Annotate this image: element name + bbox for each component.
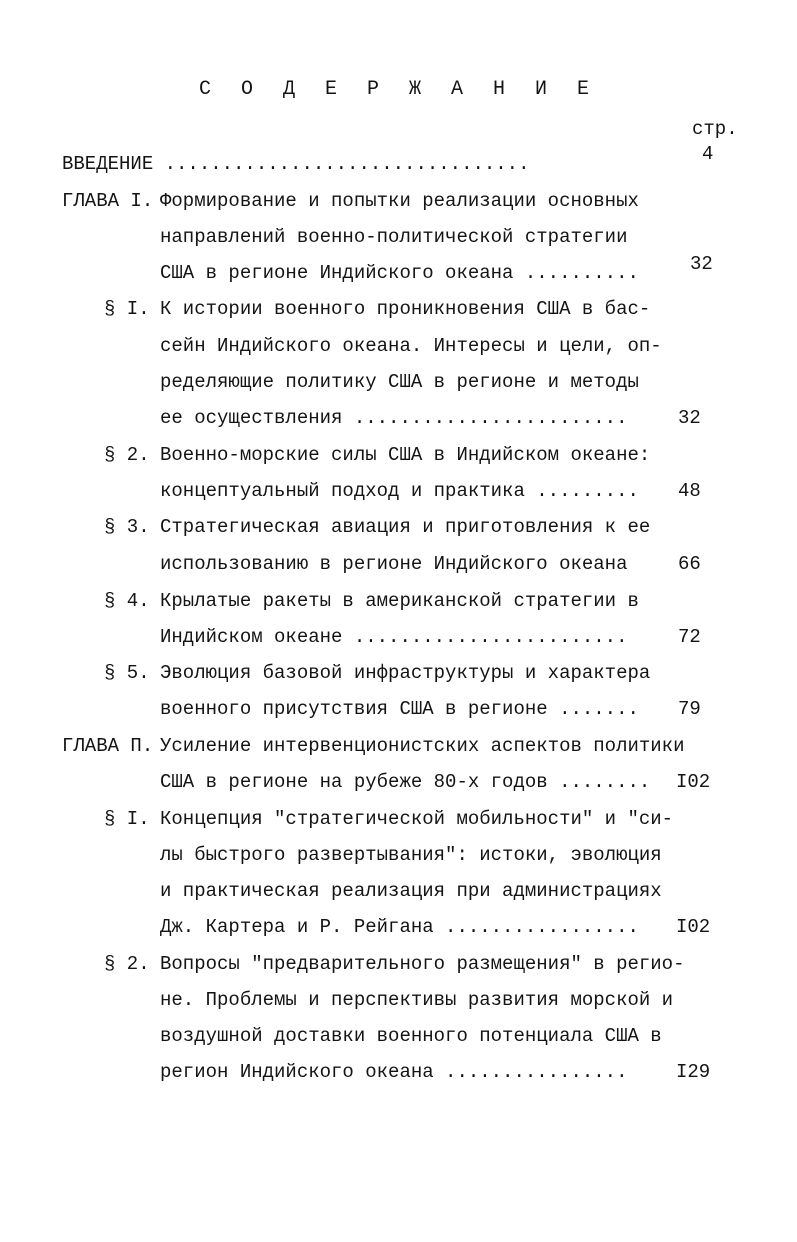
ch1-section-5-line-1: Эволюция базовой инфраструктуры и характера — [160, 662, 651, 684]
ch2-section-2-line-1: Вопросы "предварительного размещения" в регио- — [160, 953, 685, 975]
ch1-section-1-label: § I. — [104, 298, 150, 320]
ch1-section-5-label: § 5. — [104, 662, 150, 684]
ch2-section-1-line-4: Дж. Картера и Р. Рейгана ................. — [160, 916, 639, 938]
ch1-section-3-line-1: Стратегическая авиация и приготовления к ее — [160, 516, 651, 538]
ch2-section-1-line-2: лы быстрого развертывания": истоки, эволюция — [160, 844, 662, 866]
ch1-section-2-line-2: концептуальный подход и практика ......... — [160, 480, 639, 502]
ch2-section-2-line-2: не. Проблемы и перспективы развития морской и — [160, 989, 674, 1011]
ch2-section-2-line-4: регион Индийского океана ................ — [160, 1061, 628, 1083]
chapter-1-line-1: Формирование и попытки реализации основных — [160, 190, 639, 212]
ch2-section-1-line-1: Концепция "стратегической мобильности" и "си- — [160, 808, 674, 830]
ch2-section-2-line-3: воздушной доставки военного потенциала США в — [160, 1025, 662, 1047]
ch1-section-4-line-2: Индийском океане ........................ — [160, 626, 628, 648]
ch1-section-2-line-1: Военно-морские силы США в Индийском океане: — [160, 444, 651, 466]
chapter-2-line-2: США в регионе на рубеже 80-х годов ........ — [160, 771, 651, 793]
ch2-section-2-page-number: I29 — [676, 1061, 711, 1083]
ch1-section-5-line-2: военного присутствия США в регионе ....... — [160, 698, 639, 720]
chapter-2-label: ГЛАВА П. — [62, 735, 154, 757]
ch1-section-4-page-number: 72 — [678, 626, 701, 648]
page-title: С О Д Е Р Ж А Н И Е — [198, 78, 599, 101]
chapter-1-line-3: США в регионе Индийского океана .......... — [160, 262, 639, 284]
ch1-section-1-line-3: ределяющие политику США в регионе и методы — [160, 371, 639, 393]
chapter-2-line-1: Усиление интервенционистских аспектов политики — [160, 735, 685, 757]
intro-page-number: 4 — [702, 143, 714, 165]
ch1-section-5-page-number: 79 — [678, 698, 701, 720]
ch1-section-3-line-2: использованию в регионе Индийского океана — [160, 553, 628, 575]
chapter-1-page-number: 32 — [690, 253, 713, 275]
chapter-1-label: ГЛАВА I. — [62, 190, 154, 212]
ch2-section-1-page-number: I02 — [676, 916, 711, 938]
chapter-1-line-2: направлений военно-политической стратегии — [160, 226, 628, 248]
ch1-section-4-line-1: Крылатые ракеты в американской стратегии в — [160, 590, 639, 612]
ch1-section-1-line-4: ее осуществления ........................ — [160, 407, 628, 429]
page-column-label: стр. — [692, 118, 738, 140]
ch1-section-3-label: § 3. — [104, 516, 150, 538]
ch1-section-1-page-number: 32 — [678, 407, 701, 429]
ch2-section-2-label: § 2. — [104, 953, 150, 975]
ch1-section-1-line-2: сейн Индийского океана. Интересы и цели, оп- — [160, 335, 662, 357]
ch1-section-3-page-number: 66 — [678, 553, 701, 575]
ch1-section-2-page-number: 48 — [678, 480, 701, 502]
ch1-section-1-line-1: К истории военного проникновения США в бас- — [160, 298, 651, 320]
ch1-section-2-label: § 2. — [104, 444, 150, 466]
chapter-2-page-number: I02 — [676, 771, 711, 793]
ch2-section-1-line-3: и практическая реализация при администрациях — [160, 880, 662, 902]
ch2-section-1-label: § I. — [104, 808, 150, 830]
intro-text: ВВЕДЕНИЕ ................................ — [62, 153, 530, 175]
ch1-section-4-label: § 4. — [104, 590, 150, 612]
